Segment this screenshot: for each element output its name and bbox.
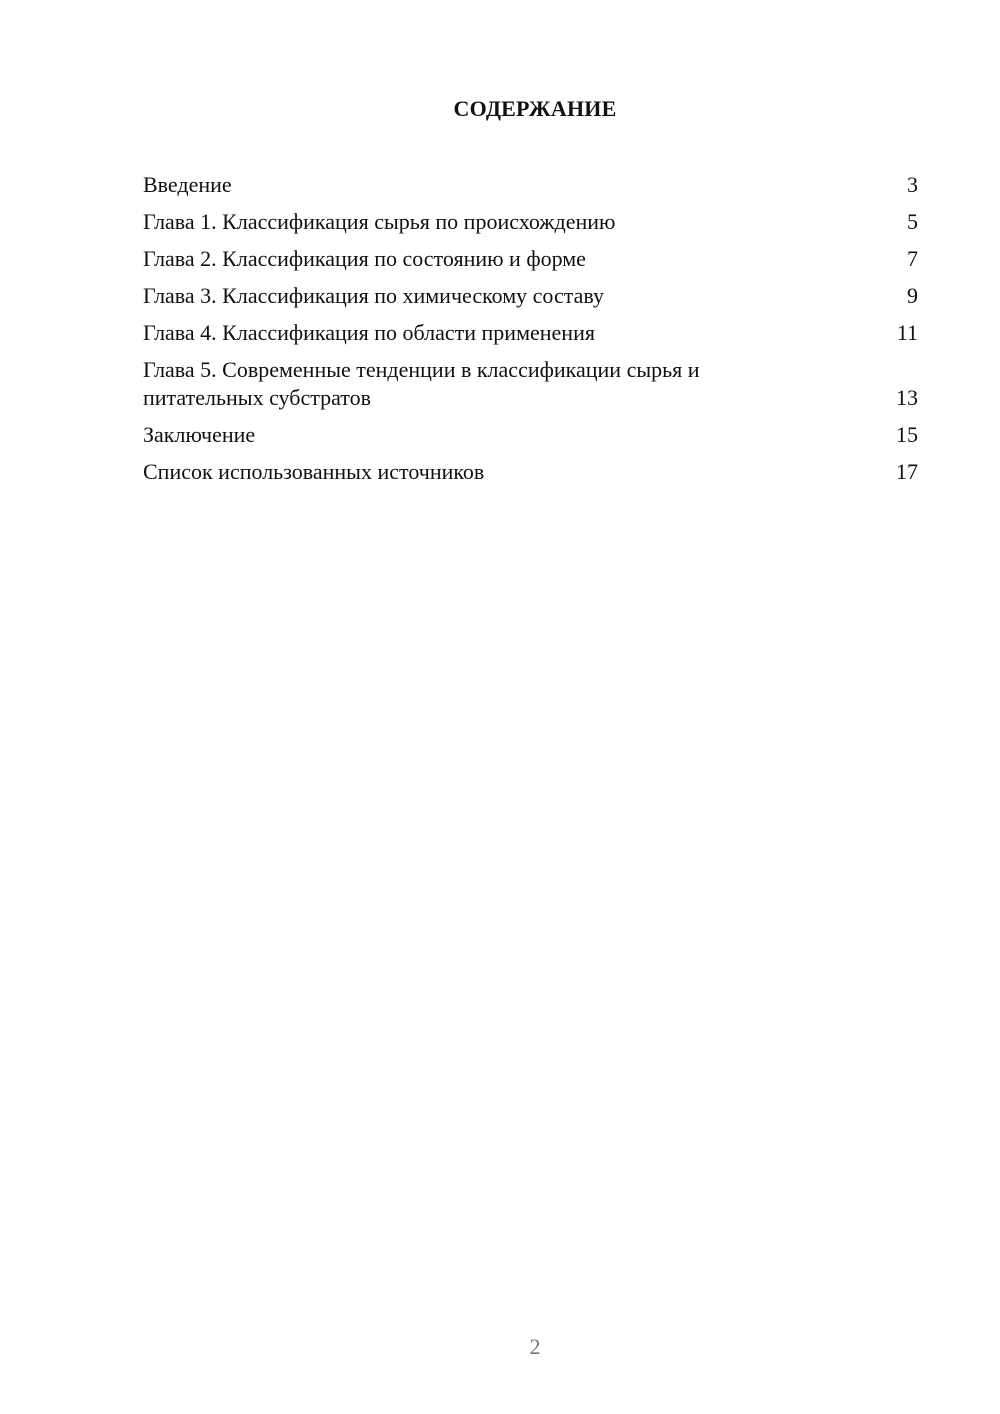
toc-entry-page: 7 <box>907 246 918 271</box>
toc-entry-chapter-5[interactable] <box>143 356 918 412</box>
toc-entry-page: 5 <box>907 209 918 234</box>
toc-entry-page: 9 <box>907 283 918 308</box>
toc-entry-chapter-4[interactable] <box>143 319 918 347</box>
toc-entry-chapter-2[interactable] <box>143 245 918 273</box>
toc-entry-chapter-1[interactable] <box>143 208 918 236</box>
table-of-contents <box>143 171 918 495</box>
toc-entry-label: Глава 3. Классификация по химическому составу <box>143 283 605 308</box>
toc-entry-page: 15 <box>896 422 918 447</box>
toc-entry-page: 13 <box>896 385 918 410</box>
toc-entry-label: Глава 1. Классификация сырья по происхождению <box>143 209 616 234</box>
toc-entry-page: 11 <box>896 320 918 345</box>
toc-entry-conclusion[interactable] <box>143 421 918 449</box>
toc-entry-references[interactable] <box>143 458 918 486</box>
toc-entry-page: 3 <box>907 172 918 197</box>
toc-entry-label: Глава 2. Классификация по состоянию и форме <box>143 246 586 271</box>
toc-entry-label: Глава 4. Классификация по области применения <box>143 320 595 345</box>
page-number: 2 <box>529 1334 541 1359</box>
toc-entry-chapter-3[interactable] <box>143 282 918 310</box>
toc-entry-label: Заключение <box>143 422 256 447</box>
toc-entry-label: Глава 5. Современные тенденции в классификации сырья и питательных субстратов <box>143 357 700 410</box>
toc-entry-label: Список использованных источников <box>143 459 485 484</box>
toc-entry-introduction[interactable] <box>143 171 918 199</box>
toc-entry-page: 17 <box>896 459 918 484</box>
page-title: СОДЕРЖАНИЕ <box>453 96 617 121</box>
toc-entry-label: Введение <box>143 172 232 197</box>
